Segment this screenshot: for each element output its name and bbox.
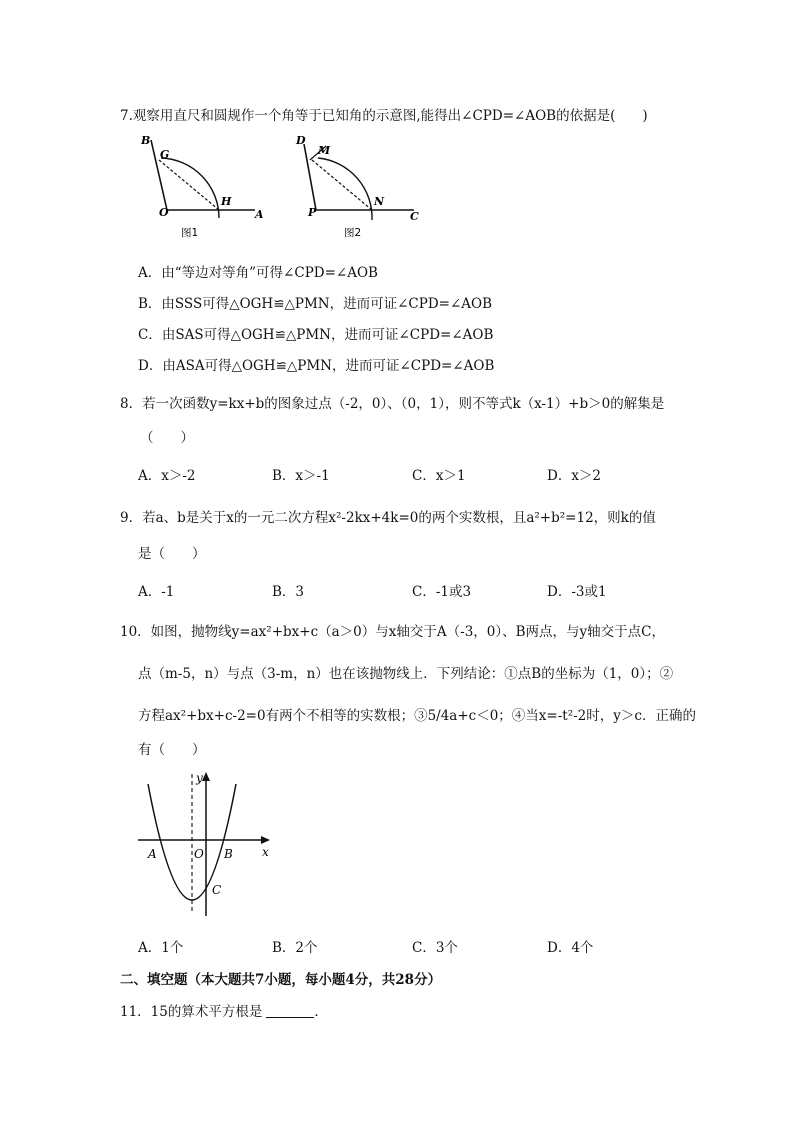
fig2-caption: 图2: [344, 227, 362, 239]
label-p: P: [308, 206, 317, 219]
label-y: y: [196, 771, 203, 785]
q9-option-a[interactable]: A．-1: [138, 584, 175, 600]
label-g: G: [160, 148, 170, 161]
q9-option-b[interactable]: B．3: [272, 584, 305, 600]
q7-figure-1: [135, 128, 275, 240]
q7-option-a[interactable]: A．由“等边对等角”可得∠CPD=∠AOB: [138, 265, 378, 281]
section-2-title: 二、填空题（本大题共7小题，每小题4分，共28分）: [120, 972, 442, 988]
q10-option-a[interactable]: A．1个: [138, 940, 184, 956]
q11-answer-blank[interactable]: [266, 1005, 314, 1018]
label-b: B: [141, 134, 151, 147]
q8-option-b[interactable]: B．x＞-1: [272, 468, 330, 484]
q9-option-d[interactable]: D．-3或1: [547, 584, 607, 600]
q9-stem: 9．若a、b是关于x的一元二次方程x²-2kx+4k=0的两个实数根，且a²+b²=12，则k的值: [120, 510, 656, 526]
q9-stem-2: 是（ ）: [138, 546, 206, 562]
q8-option-a[interactable]: A．x＞-2: [138, 468, 196, 484]
q10-line-4: 有（ ）: [138, 742, 206, 758]
label-o: O: [159, 206, 169, 219]
q10-option-d[interactable]: D．4个: [547, 940, 594, 956]
q10-option-c[interactable]: C．3个: [412, 940, 458, 956]
q8-option-d[interactable]: D．x＞2: [547, 468, 602, 484]
q7-option-b[interactable]: B．由SSS可得△OGH≌△PMN，进而可证∠CPD=∠AOB: [138, 296, 493, 312]
q8-stem: 8．若一次函数y=kx+b的图象过点（-2，0）、（0，1），则不等式k（x-1）+b＞0的解集是: [120, 396, 665, 412]
ray-pd: [304, 144, 316, 210]
label-b: B: [224, 847, 233, 861]
label-h: H: [221, 195, 232, 208]
label-o: O: [194, 847, 204, 861]
label-x: x: [262, 845, 269, 859]
q10-parabola-figure: [134, 766, 284, 926]
y-axis-arrow: [202, 772, 210, 781]
q10-line-3: 方程ax²+bx+c-2=0有两个不相等的实数根；③5/4a+c＜0；④当x=-t²-2时，y＞c．正确的: [138, 708, 696, 724]
q7-option-d[interactable]: D．由ASA可得△OGH≌△PMN，进而可证∠CPD=∠AOB: [138, 358, 495, 374]
q8-stem-paren: （ ）: [140, 430, 194, 446]
label-c: C: [410, 210, 419, 223]
label-a: A: [148, 847, 157, 861]
q11-end: ．: [314, 1004, 328, 1020]
label-d: D: [296, 134, 306, 147]
q7-option-c[interactable]: C．由SAS可得△OGH≌△PMN，进而可证∠CPD=∠AOB: [138, 327, 494, 343]
q8-option-c[interactable]: C．x＞1: [412, 468, 466, 484]
arc-gh: [161, 158, 219, 218]
q11-stem: [120, 1000, 328, 1020]
q10-line-1: 10．如图，抛物线y=ax²+bx+c（a＞0）与x轴交于A（-3，0）、B两点，与y轴交于点C，: [120, 624, 665, 640]
q7-stem: 7.观察用直尺和圆规作一个角等于已知角的示意图,能得出∠CPD=∠AOB的依据是( ): [120, 108, 648, 124]
label-n: N: [374, 195, 385, 208]
fig1-caption: 图1: [181, 227, 199, 239]
q7-figure-2: [292, 128, 432, 240]
q10-line-2: 点（m-5，n）与点（3-m，n）也在该抛物线上．下列结论：①点B的坐标为（1，0）；②: [138, 666, 674, 682]
label-a: A: [255, 208, 264, 221]
q10-option-b[interactable]: B．2个: [272, 940, 318, 956]
label-m: M: [318, 144, 331, 157]
x-axis-arrow: [261, 836, 270, 844]
label-c: C: [212, 883, 222, 897]
q11-text: 11．15的算术平方根是: [120, 1004, 263, 1020]
q9-option-c[interactable]: C．-1或3: [412, 584, 472, 600]
